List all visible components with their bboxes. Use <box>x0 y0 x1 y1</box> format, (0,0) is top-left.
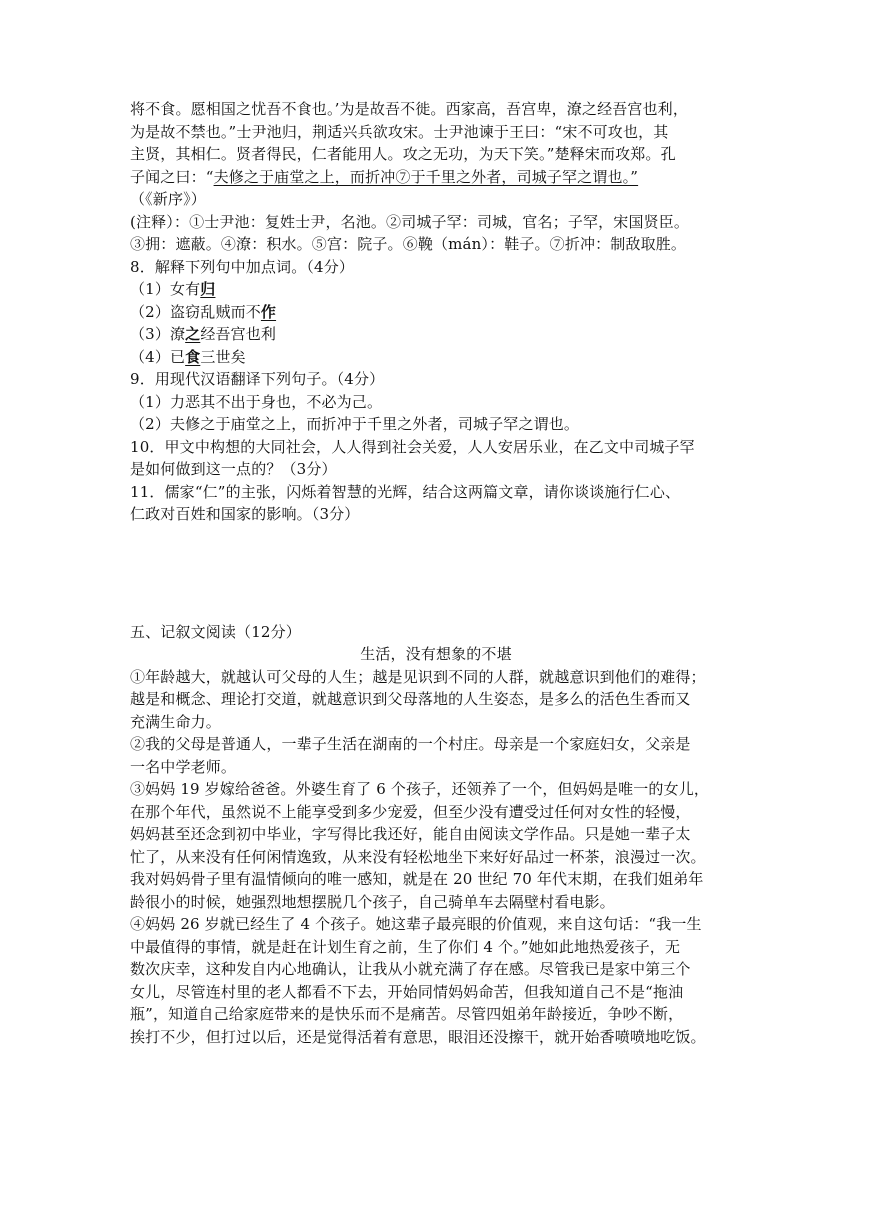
dotted-word: 之 <box>185 325 201 343</box>
article-line: 我对妈妈骨子里有温情倾向的唯一感知，就是在 20 世纪 70 年代末期，在我们姐弟年 <box>130 870 704 888</box>
item-text: （2）盗窃乱贼而不 <box>130 302 261 321</box>
article-line: 瓶”，知道自己给家庭带来的是快乐而不是痛苦。尽管四姐弟年龄接近，争吵不断， <box>130 1005 684 1023</box>
article-line: 充满生命力。 <box>130 712 221 731</box>
notes-line: (注释）：①士尹池：复姓士尹，名池。②司城子罕：司城，官名；子罕，宋国贤臣。 <box>130 212 690 231</box>
question-11-cont: 仁政对百姓和国家的影响。（3分） <box>130 505 360 523</box>
dotted-word: 作 <box>260 302 277 321</box>
question-11: 11．儒家“仁”的主张，闪烁着智慧的光辉，结合这两篇文章，请你谈谈施行仁心、 <box>130 482 681 501</box>
item-text: （3）潦 <box>130 325 186 343</box>
question-10-cont: 是如何做到这一点的？（3分） <box>130 460 337 478</box>
article-line: 龄很小的时候，她强烈地想摆脱几个孩子，自己骑单车去隔壁村看电影。 <box>130 892 615 911</box>
question-10: 10．甲文中构想的大同社会，人人得到社会关爱，人人安居乐业，在乙文中司城子罕 <box>130 437 695 456</box>
article-line: 在那个年代，虽然说不上能享受到多少宠爱，但至少没有遭受过任何对女性的轻慢， <box>130 802 691 821</box>
article-line: 女儿，尽管连村里的老人都看不下去，开始同情妈妈命苦，但我知道自己不是“拖油 <box>130 982 684 1001</box>
article-line: ③妈妈 19 岁嫁给爸爸。外婆生育了 6 个孩子，还领养了一个，但妈妈是唯一的女儿， <box>130 780 710 798</box>
passage-line: 主贤，其相仁。贤者得民，仁者能用人。攻之无功，为天下笑。”楚释宋而攻郑。孔 <box>130 145 676 163</box>
passage-line <box>130 166 742 189</box>
passage-text: 子闻之曰：“ <box>130 167 214 186</box>
answer-space <box>130 526 742 621</box>
item-text: 经吾宫也利 <box>200 325 277 343</box>
item-text: （1）女有 <box>130 280 201 298</box>
article-line: 挨打不少，但打过以后，还是觉得活着有意思，眼泪还没擦干，就开始香喷喷地吃饭。 <box>130 1027 706 1046</box>
question-8-item-3 <box>130 323 742 346</box>
underlined-sentence: 夫修之于庙堂之上，而折冲⑦于千里之外者，司城子罕之谓也。” <box>213 167 639 186</box>
article-line: 中最值得的事情，就是赶在计划生育之前，生了你们 4 个。”她如此地热爱孩子，无 <box>130 937 681 956</box>
item-text: （4）已 <box>130 347 186 366</box>
article-line: 越是和概念、理论打交道，就越意识到父母落地的人生姿态，是多么的活色生香而又 <box>130 690 691 708</box>
document-page <box>130 98 742 1048</box>
dotted-word: 归 <box>200 280 216 298</box>
dotted-word: 食 <box>185 347 201 366</box>
item-text: 三世矣 <box>200 347 246 366</box>
article-line: ②我的父母是普通人，一辈子生活在湖南的一个村庄。母亲是一个家庭妇女，父亲是 <box>130 735 691 753</box>
question-8-item-2 <box>130 301 742 324</box>
article-line: 忙了，从来没有任何闲情逸致，从来没有轻松地坐下来好好品过一杯茶，浪漫过一次。 <box>130 847 706 866</box>
question-8: 8．解释下列句中加点词。（4分） <box>130 257 354 276</box>
article-line: 一名中学老师。 <box>130 757 237 776</box>
article-line: 妈妈甚至还念到初中毕业，字写得比我还好，能自由阅读文学作品。只是她一辈子太 <box>130 825 691 843</box>
question-8-item-1 <box>130 278 742 301</box>
article-body <box>130 666 742 1049</box>
source-citation: （《新序》） <box>130 190 206 208</box>
article-line: 数次庆幸，这种发自内心地确认，让我从小就充满了存在感。尽管我已是家中第三个 <box>130 960 691 978</box>
article-line: ④妈妈 26 岁就已经生了 4 个孩子。她这辈子最亮眼的价值观，来自这句话：“我一生 <box>130 915 702 933</box>
question-9: 9．用现代汉语翻译下列句子。（4分） <box>130 370 385 388</box>
passage-line: 为是故不禁也。”士尹池归，荆适兴兵欲攻宋。士尹池谏于王曰：“宋不可攻也，其 <box>130 122 669 141</box>
article-title: 生活，没有想象的不堪 <box>360 645 512 663</box>
passage-line: 将不食。愿相国之忧吾不食也。’为是故吾不徙。西家高，吾宫卑，潦之经吾宫也利， <box>130 100 688 118</box>
question-9-item-1: （1）力恶其不出于身也，不必为己。 <box>130 392 383 411</box>
question-9-item-2: （2）夫修之于庙堂之上，而折冲于千里之外者，司城子罕之谓也。 <box>130 415 580 433</box>
notes-line: ③拥：遮蔽。④潦：积水。⑤宫：院子。⑥鞔（mán）：鞋子。⑦折冲：制敌取胜。 <box>130 235 687 253</box>
article-line: ①年龄越大，就越认可父母的人生；越是见识到不同的人群，就越意识到他们的难得； <box>130 667 706 686</box>
question-8-item-4 <box>130 346 742 369</box>
section-heading: 五、记叙文阅读（12分） <box>130 622 301 641</box>
